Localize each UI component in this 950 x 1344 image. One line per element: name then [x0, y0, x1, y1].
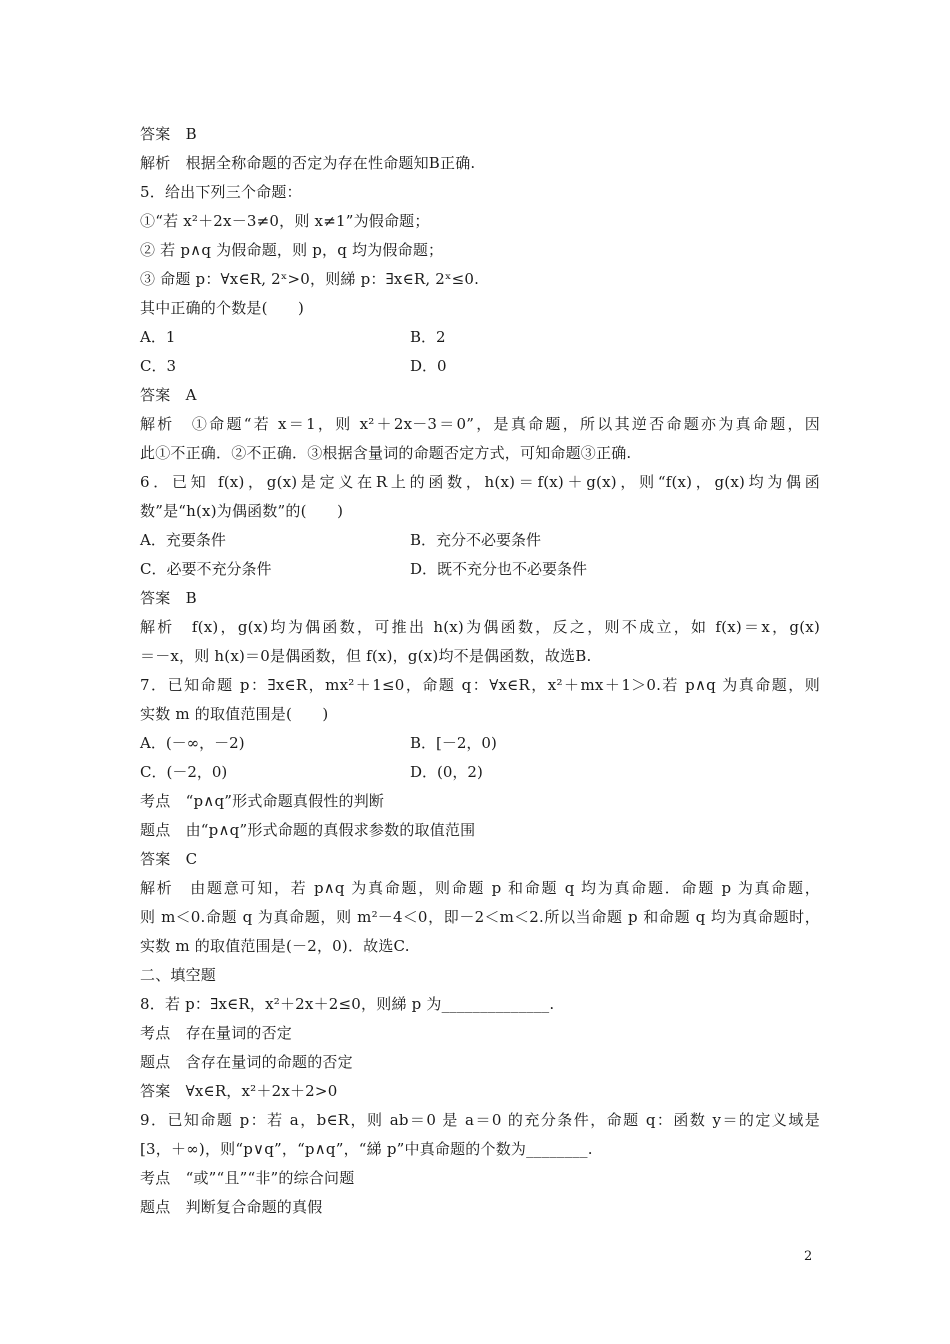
q7-option-a: A．(－∞，－2): [140, 734, 245, 752]
analysis-line-5a: 解析 ①命题“若 x＝1，则 x²＋2x－3＝0”，是真命题，所以其逆否命题亦为真命题，因: [140, 415, 820, 433]
page-number: 2: [804, 1249, 813, 1264]
question-8-stem: 8．若 p：∃x∈R，x²＋2x＋2≤0，则綈 p 为______________.: [140, 995, 555, 1013]
answer-line-7: 答案 C: [140, 850, 198, 868]
q5-option-a: A．1: [140, 328, 176, 346]
topic-line-8: 考点 存在量词的否定: [140, 1024, 293, 1042]
analysis-line-7b: 则 m＜0.命题 q 为真命题，则 m²－4＜0，即－2＜m＜2.所以当命题 p 和命题 q 均为真命题时，: [140, 908, 820, 926]
q6-option-b: B．充分不必要条件: [410, 531, 542, 549]
analysis-line-5b: 此①不正确．②不正确．③根据含量词的命题否定方式，可知命题③正确.: [140, 444, 632, 462]
answer-line-4: 答案 B: [140, 125, 197, 143]
question-6-stem-a: 6．已知 f(x)，g(x)是定义在R上的函数，h(x)＝f(x)＋g(x)，则“f(x)，g(x)均为偶函: [140, 473, 820, 491]
analysis-line-7c: 实数 m 的取值范围是(－2，0)．故选C.: [140, 937, 410, 955]
q7-option-b: B．[－2，0): [410, 734, 497, 752]
analysis-line-4: 解析 根据全称命题的否定为存在性命题知B正确.: [140, 154, 476, 172]
question-7-stem-a: 7．已知命题 p：∃x∈R，mx²＋1≤0，命题 q：∀x∈R，x²＋mx＋1＞0.若 p∧q 为真命题，则: [140, 676, 820, 694]
point-line-9: 题点 判断复合命题的真假: [140, 1198, 323, 1216]
question-5-item-2: ② 若 p∧q 为假命题，则 p，q 均为假命题；: [140, 241, 444, 259]
answer-line-8: 答案 ∀x∈R，x²＋2x＋2>0: [140, 1082, 338, 1100]
q7-option-c: C．(－2，0): [140, 763, 228, 781]
answer-line-6: 答案 B: [140, 589, 197, 607]
question-7-stem-b: 实数 m 的取值范围是( ): [140, 705, 329, 723]
point-line-7: 题点 由“p∧q”形式命题的真假求参数的取值范围: [140, 821, 476, 839]
q6-option-d: D．既不充分也不必要条件: [410, 560, 588, 578]
q7-option-d: D．(0，2): [410, 763, 483, 781]
topic-line-9: 考点 “或”“且”“非”的综合问题: [140, 1169, 355, 1187]
question-9-stem-b: [3，＋∞)，则“p∨q”，“p∧q”，“綈 p”中真命题的个数为________.: [140, 1140, 593, 1158]
question-5-stem: 5．给出下列三个命题：: [140, 183, 302, 201]
analysis-line-7a: 解析 由题意可知，若 p∧q 为真命题，则命题 p 和命题 q 均为真命题．命题 p 为真命题，: [140, 879, 820, 897]
q5-option-b: B．2: [410, 328, 446, 346]
q5-option-c: C．3: [140, 357, 177, 375]
answer-line-5: 答案 A: [140, 386, 197, 404]
question-5-item-1: ①“若 x²＋2x－3≠0，则 x≠1”为假命题；: [140, 212, 430, 230]
point-line-8: 题点 含存在量词的命题的否定: [140, 1053, 353, 1071]
question-5-prompt: 其中正确的个数是( ): [140, 299, 305, 317]
question-9-stem-a: 9．已知命题 p：若 a，b∈R，则 ab＝0 是 a＝0 的充分条件，命题 q：函数 y＝的定义域是: [140, 1111, 820, 1129]
analysis-line-6b: ＝－x，则 h(x)＝0是偶函数，但 f(x)，g(x)均不是偶函数，故选B.: [140, 647, 592, 665]
q6-option-a: A．充要条件: [140, 531, 226, 549]
question-5-item-3: ③ 命题 p：∀x∈R, 2ˣ>0，则綈 p：∃x∈R, 2ˣ≤0.: [140, 270, 480, 288]
analysis-line-6a: 解析 f(x)，g(x)均为偶函数，可推出 h(x)为偶函数，反之，则不成立，如 f(x)＝x，g(x): [140, 618, 820, 636]
q6-option-c: C．必要不充分条件: [140, 560, 272, 578]
section-heading: 二、填空题: [140, 966, 217, 984]
question-6-stem-b: 数”是“h(x)为偶函数”的( ): [140, 502, 344, 520]
q5-option-d: D．0: [410, 357, 447, 375]
topic-line-7: 考点 “p∧q”形式命题真假性的判断: [140, 792, 385, 810]
